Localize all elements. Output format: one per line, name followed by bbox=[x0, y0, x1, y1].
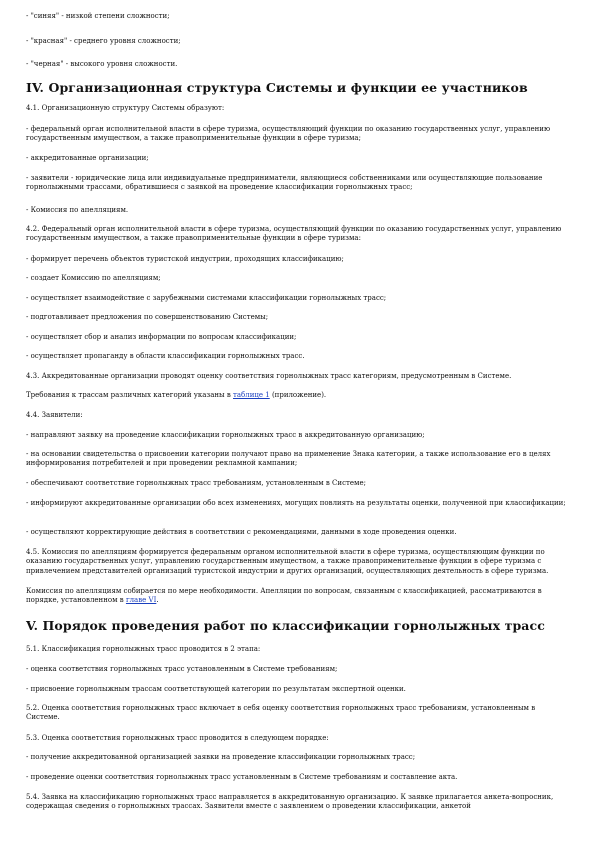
commission-text-after: . bbox=[156, 596, 159, 605]
list-item: - осуществляют корректирующие действия в соответствии с рекомендациями, данными в ходе проведения оценки. bbox=[26, 528, 457, 536]
list-item: - создает Комиссию по апелляциям; bbox=[26, 274, 161, 282]
section-heading-5: V. Порядок проведения работ по классификации горнолыжных трасс bbox=[26, 618, 545, 633]
paragraph-4-5: 4.5. Комиссия по апелляциям формируется федеральным органом исполнительной власти в сфере туризма, осуществляющим функции по оказанию государственных услуг, управлению государственным имуществом, а также правоприменительные функции в сфере туризма с привлечением представителей организаций туристской индустрии и других организаций, осуществляющих деятельность в сфере туризма. bbox=[26, 548, 549, 575]
paragraph-5-1: 5.1. Классификация горнолыжных трасс проводится в 2 этапа: bbox=[26, 645, 261, 653]
reference-text-after: (приложение). bbox=[269, 391, 327, 399]
list-item: - получение аккредитованной организацией заявки на проведение классификации горнолыжных трасс; bbox=[26, 753, 416, 761]
list-item: - на основании свидетельства о присвоении категории получают право на применение Знака категории, а также использование его в целях информирования потребителей и при проведении рекламной кампании; bbox=[26, 450, 551, 468]
list-item: - присвоение горнолыжным трассам соответствующей категории по результатам экспертной оценки. bbox=[26, 685, 406, 693]
list-item-blue: - "синяя" - низкой степени сложности; bbox=[26, 12, 170, 20]
list-item: - осуществляет сбор и анализ информации по вопросам классификации; bbox=[26, 333, 297, 341]
paragraph-4-3: 4.3. Аккредитованные организации проводят оценку соответствия горнолыжных трасс категориям, предусмотренным в Системе. bbox=[26, 372, 512, 380]
list-item: - осуществляет взаимодействие с зарубежными системами классификации горнолыжных трасс; bbox=[26, 294, 387, 302]
reference-text-before: Требования к трассам различных категорий указаны в bbox=[26, 391, 234, 399]
commission-paragraph bbox=[26, 587, 571, 606]
list-item-black: - "черная" - высокого уровня сложности. bbox=[26, 60, 178, 68]
list-item: - федеральный орган исполнительной власти в сфере туризма, осуществляющий функции по оказанию государственных услуг, управлению государственным имуществом, а также правоприменительные функции в сфере туризма; bbox=[26, 125, 551, 143]
list-item-red: - "красная" - среднего уровня сложности; bbox=[26, 37, 181, 45]
list-item: - подготавливает предложения по совершенствованию Системы; bbox=[26, 313, 269, 321]
paragraph-4-4: 4.4. Заявители: bbox=[26, 411, 83, 419]
paragraph-4-1: 4.1. Организационную структуру Системы образуют: bbox=[26, 104, 225, 112]
list-item: - направляют заявку на проведение классификации горнолыжных трасс в аккредитованную организацию; bbox=[26, 431, 425, 439]
list-item: - информируют аккредитованные организации обо всех изменениях, могущих повлиять на результаты оценки, полученной при классификации; bbox=[26, 499, 566, 507]
commission-text-before: Комиссия по апелляциям собирается по мере необходимости. Апелляции по вопросам, связанным с классификацией, рассматриваются в порядке, установленном в bbox=[26, 587, 542, 605]
list-item: - формирует перечень объектов туристской индустрии, проходящих классификацию; bbox=[26, 255, 344, 263]
chapter-vi-link[interactable]: главе VI bbox=[125, 596, 157, 605]
section-heading-4: IV. Организационная структура Системы и функции ее участников bbox=[26, 80, 528, 95]
list-item: - обеспечивают соответствие горнолыжных трасс требованиям, установленным в Системе; bbox=[26, 479, 366, 487]
list-item: - оценка соответствия горнолыжных трасс установленным в Системе требованиям; bbox=[26, 665, 338, 673]
list-item: - аккредитованные организации; bbox=[26, 154, 149, 162]
paragraph-5-4: 5.4. Заявка на классификацию горнолыжных трасс направляется в аккредитованную организацию. К заявке прилагается анкета-вопросник, содержащая сведения о горнолыжных трассах. Заявители вместе с заявлением о проведении классификации, анкетой bbox=[26, 793, 554, 811]
list-item: - заявители - юридические лица или индивидуальные предприниматели, являющиеся собственниками или осуществляющие пользование горнолыжными трассами, обратившиеся с заявкой на проведение классификации горнолыжных трасс; bbox=[26, 174, 543, 192]
requirements-reference bbox=[26, 391, 571, 400]
list-item: - проведение оценки соответствия горнолыжных трасс установленным в Системе требованиям и составление акта. bbox=[26, 773, 458, 781]
paragraph-4-2: 4.2. Федеральный орган исполнительной власти в сфере туризма, осуществляющий функции по оказанию государственных услуг, управлению государственным имуществом, а также правоприменительные функции в сфере туризма: bbox=[26, 225, 562, 243]
list-item: - осуществляет пропаганду в области классификации горнолыжных трасс. bbox=[26, 352, 305, 360]
list-item: - Комиссия по апелляциям. bbox=[26, 206, 129, 214]
table-1-link[interactable]: таблице 1 bbox=[233, 391, 270, 399]
paragraph-5-3: 5.3. Оценка соответствия горнолыжных трасс проводится в следующем порядке: bbox=[26, 734, 329, 742]
paragraph-5-2: 5.2. Оценка соответствия горнолыжных трасс включает в себя оценку соответствия горнолыжных трасс требованиям, установленным в Системе. bbox=[26, 704, 536, 722]
